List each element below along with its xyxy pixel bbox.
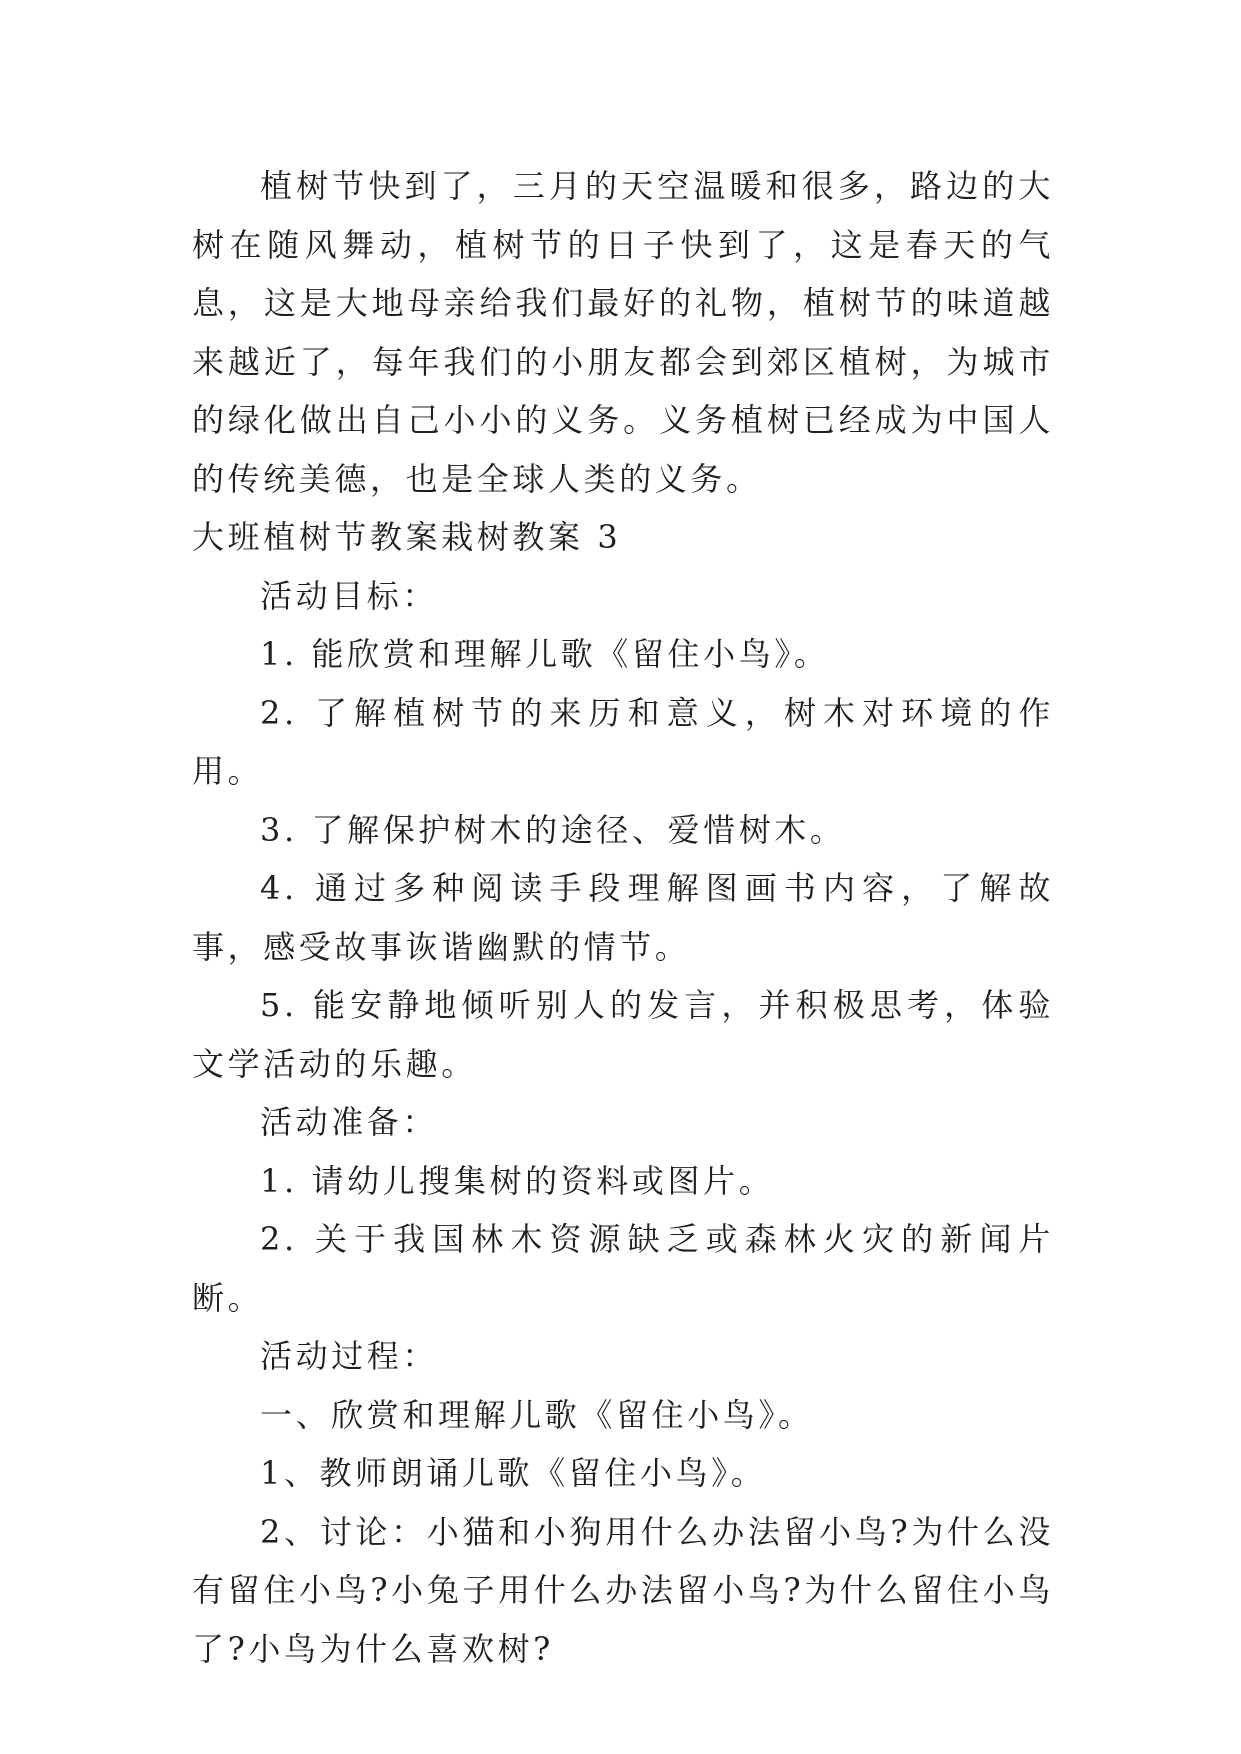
intro-paragraph: 植树节快到了，三月的天空温暖和很多，路边的大树在随风舞动，植树节的日子快到了，这是春天的气息，这是大地母亲给我们最好的礼物，植树节的味道越来越近了，每年我们的小朋友都会到郊区植树，为城市的绿化做出自己小小的义务。义务植树已经成为中国人的传统美德，也是全球人类的义务。 — [192, 167, 1054, 498]
prep-heading: 活动准备： — [260, 1103, 439, 1141]
document-page — [192, 157, 1054, 1678]
goals-heading: 活动目标： — [260, 576, 439, 615]
section-title: 大班植树节教案栽树教案 3 — [192, 518, 622, 556]
prep-item: 2. 关于我国林木资源缺乏或森林火灾的新闻片断。 — [192, 1220, 1054, 1317]
process-item: 1、教师朗诵儿歌《留住小鸟》。 — [260, 1454, 767, 1492]
process-heading: 活动过程： — [260, 1337, 439, 1375]
prep-item: 1. 请幼儿搜集树的资料或图片。 — [260, 1161, 775, 1200]
goal-item: 3. 了解保护树木的途径、爱惜树木。 — [260, 810, 846, 849]
goal-item: 4. 通过多种阅读手段理解图画书内容，了解故事，感受故事诙谐幽默的情节。 — [192, 869, 1054, 966]
goal-item: 5. 能安静地倾听别人的发言，并积极思考，体验文学活动的乐趣。 — [192, 986, 1054, 1083]
goal-item: 2. 了解植树节的来历和意义，树木对环境的作用。 — [192, 693, 1054, 790]
goal-item: 1. 能欣赏和理解儿歌《留住小鸟》。 — [260, 635, 830, 673]
process-item: 一、欣赏和理解儿歌《留住小鸟》。 — [260, 1395, 814, 1434]
process-item: 2、讨论：小猫和小狗用什么办法留小鸟?为什么没有留住小鸟?小兔子用什么办法留小鸟?为什么留住小鸟了?小鸟为什么喜欢树? — [192, 1512, 1054, 1668]
